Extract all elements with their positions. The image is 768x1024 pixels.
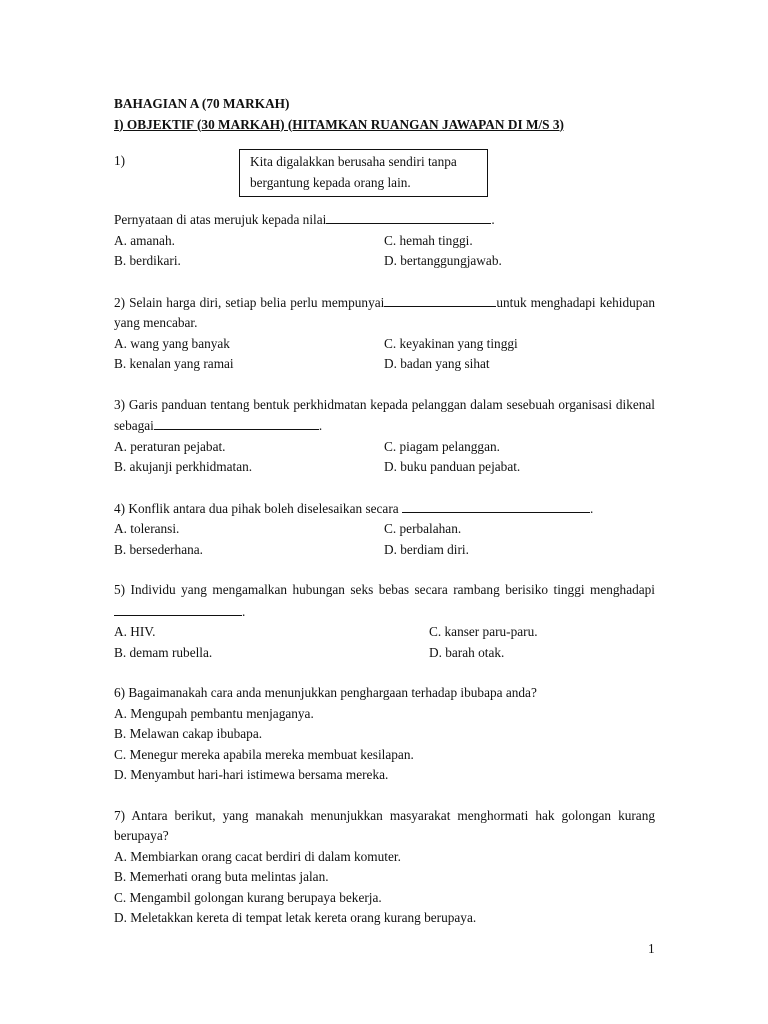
answer-blank [326, 209, 491, 224]
option-c: C. Menegur mereka apabila mereka membuat kesilapan. [114, 746, 414, 762]
question-4-stem-text: 4) Konflik antara dua pihak boleh diselesaikan secara [114, 500, 402, 516]
option-d: D. buku panduan pejabat. [384, 459, 521, 474]
question-6-options [114, 704, 655, 786]
question-6 [114, 683, 655, 786]
question-5-options [114, 622, 655, 663]
statement-line-1: Kita digalakkan berusaha sendiri tanpa [250, 154, 457, 169]
option-c: C. kanser paru-paru. [429, 624, 538, 639]
option-d: D. berdiam diri. [384, 541, 469, 557]
question-5 [114, 580, 655, 663]
question-1-header [114, 151, 655, 203]
question-5-stem [114, 580, 655, 622]
option-d: D. barah otak. [429, 644, 505, 660]
option-a: A. toleransi. [114, 521, 180, 536]
question-3-stem-end: . [318, 418, 323, 433]
question-4 [114, 498, 655, 561]
option-c: C. Mengambil golongan kurang berupaya bekerja. [114, 889, 382, 905]
option-d: D. badan yang sihat [384, 356, 490, 371]
answer-blank [114, 601, 242, 616]
option-c: C. piagam pelanggan. [384, 438, 500, 454]
page-number: 1 [648, 941, 655, 956]
question-2 [114, 292, 655, 375]
option-c: C. perbalahan. [384, 521, 462, 536]
option-d: D. Menyambut hari-hari istimewa bersama mereka. [114, 767, 389, 782]
option-b: B. demam rubella. [114, 644, 213, 660]
question-6-stem: 6) Bagaimanakah cara anda menunjukkan penghargaan terhadap ibubapa anda? [114, 685, 537, 700]
question-7-options [114, 847, 655, 929]
question-5-stem-text: 5) Individu yang mengamalkan hubungan seks bebas secara rambang berisiko tinggi menghadapi [114, 582, 655, 597]
option-a: A. Membiarkan orang cacat berdiri di dalam komuter. [114, 848, 401, 864]
option-a: A. HIV. [114, 624, 156, 639]
option-b: B. Melawan cakap ibubapa. [114, 726, 263, 741]
option-b: B. berdikari. [114, 253, 181, 268]
statement-line-2: bergantung kepada orang lain. [250, 174, 411, 190]
section-subtitle-text: I) OBJEKTIF (30 MARKAH) (HITAMKAN RUANGAN JAWAPAN DI M/S 3) [114, 116, 564, 132]
option-a: A. peraturan pejabat. [114, 438, 226, 454]
question-7-stem: 7) Antara berikut, yang manakah menunjukkan masyarakat menghormati hak golongan kurang berupaya? [114, 807, 655, 843]
question-1 [114, 209, 655, 272]
question-2-stem [114, 292, 655, 334]
option-c: C. hemah tinggi. [384, 232, 473, 248]
section-subtitle [114, 115, 655, 136]
option-d: D. bertanggungjawab. [384, 253, 502, 268]
question-1-stem-text: Pernyataan di atas merujuk kepada nilai [114, 212, 327, 227]
option-a: A. amanah. [114, 232, 175, 248]
question-5-stem-end: . [242, 603, 246, 619]
question-4-stem [114, 498, 655, 520]
option-a: A. wang yang banyak [114, 335, 230, 351]
question-4-options [114, 519, 655, 560]
option-a: A. Mengupah pembantu menjaganya. [114, 705, 314, 721]
option-b: B. Memerhati orang buta melintas jalan. [114, 869, 329, 884]
question-1-number: 1) [114, 153, 126, 168]
question-3-stem [114, 395, 655, 437]
exam-page [114, 94, 655, 929]
question-2-stem-b: untuk menghadapi kehidupan yang mencabar. [114, 294, 656, 330]
option-c: C. keyakinan yang tinggi [384, 335, 518, 351]
question-2-options [114, 334, 655, 375]
option-b: B. bersederhana. [114, 541, 203, 557]
answer-blank [384, 292, 496, 307]
question-3-options [114, 437, 655, 478]
answer-blank [154, 415, 319, 430]
question-1-options [114, 231, 655, 272]
question-1-stem-end: . [491, 212, 495, 227]
question-1-statement-box [239, 149, 488, 197]
question-3 [114, 395, 655, 478]
option-b: B. kenalan yang ramai [114, 356, 234, 371]
option-b: B. akujanji perkhidmatan. [114, 459, 253, 474]
question-7 [114, 806, 655, 929]
question-1-stem [114, 209, 655, 231]
option-d: D. Meletakkan kereta di tempat letak kereta orang kurang berupaya. [114, 910, 477, 925]
question-3-stem-text: 3) Garis panduan tentang bentuk perkhidmatan kepada pelanggan dalam sesebuah organisasi dikenal sebagai [114, 396, 655, 433]
question-4-stem-end: . [590, 500, 594, 516]
question-2-stem-a: 2) Selain harga diri, setiap belia perlu mempunyai [114, 294, 385, 310]
section-title: BAHAGIAN A (70 MARKAH) [114, 96, 290, 111]
answer-blank [402, 498, 590, 513]
